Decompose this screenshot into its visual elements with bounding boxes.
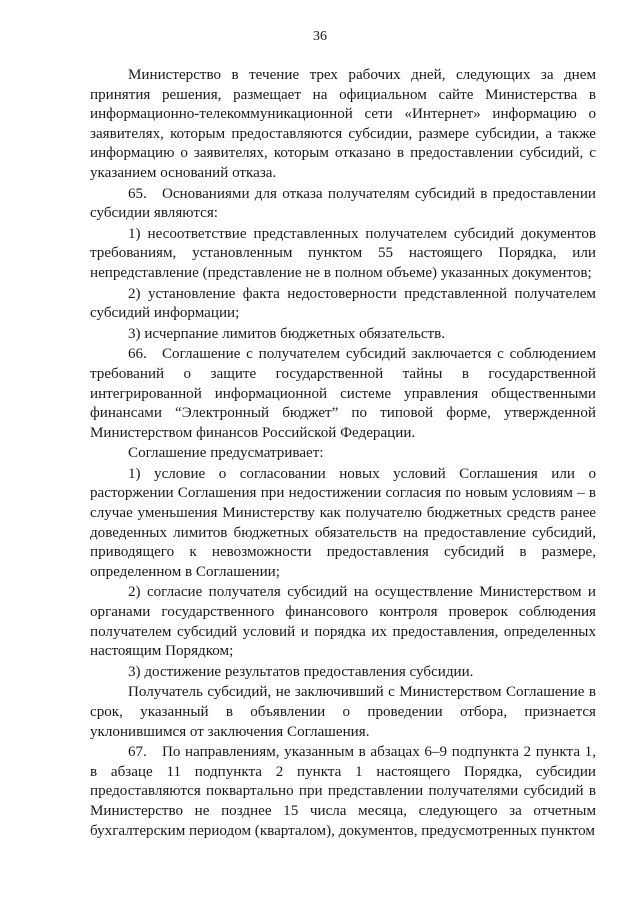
list-item-66-3: 3) достижение результатов предоставления субсидии. (128, 663, 474, 680)
paragraph-agreement-provides: Соглашение предусматривает: (128, 445, 324, 462)
list-item-65-3: 3) исчерпание лимитов бюджетных обязательств. (128, 325, 446, 342)
page-number: 36 (313, 29, 327, 44)
paragraph-ministry-publication: Министерство в течение трех рабочих дней, следующих за днем принятия решения, размещает на официальном сайте Министерства в информационно-телекоммуникационной сети «Интернет» информацию о заявителях, которым предоставляются субсидии, размере субсидии, а также информацию о заявителях, которым отказано в предоставлении субсидий, с указанием оснований отказа. (90, 67, 596, 181)
paragraph-evasion: Получатель субсидий, не заключивший с Министерством Соглашение в срок, указанный в объявлении о проведении отбора, признается уклонившимся от заключения Соглашения. (90, 684, 596, 740)
list-item-65-1: 1) несоответствие представленных получателем субсидий документов требованиям, установленным пунктом 55 настоящего Порядка, или непредставление (представление не в полном объеме) указанных документов; (90, 225, 596, 281)
paragraph-67-quarterly: 67. По направлениям, указанным в абзацах 6–9 подпункта 2 пункта 1, в абзаце 11 подпункта 2 пункта 1 настоящего Порядка, субсидии предоставляются поквартально при представлении получателями субсидий в Министерство не позднее 15 числа месяца, следующего за отчетным бухгалтерским периодом (кварталом), документов, предусмотренных пунктом (90, 744, 596, 839)
paragraph-66-agreement: 66. Соглашение с получателем субсидий заключается с соблюдением требований о защите государственной тайны в государственной интегрированной информационной системе управления общественными финансами “Электронный бюджет” по типовой форме, утвержденной Министерством финансов Российской Федерации. (90, 346, 596, 441)
paragraph-65-refusal-grounds: 65. Основаниями для отказа получателям субсидий в предоставлении субсидии являются: (90, 185, 596, 222)
document-body (90, 66, 596, 841)
list-item-65-2: 2) установление факта недостоверности представленной получателем субсидий информации; (90, 285, 596, 322)
list-item-66-2: 2) согласие получателя субсидий на осуществление Министерством и органами государственного финансового контроля проверок соблюдения получателем субсидий условий и порядка их предоставления, определенных настоящим Порядком; (90, 584, 596, 660)
list-item-66-1: 1) условие о согласовании новых условий Соглашения или о расторжении Соглашения при недостижении согласия по новым условиям – в случае уменьшения Министерству как получателю бюджетных средств ранее доведенных лимитов бюджетных обязательств на предоставление субсидий, приводящего к невозможности предоставления субсидий в размере, определенном в Соглашении; (90, 465, 596, 580)
